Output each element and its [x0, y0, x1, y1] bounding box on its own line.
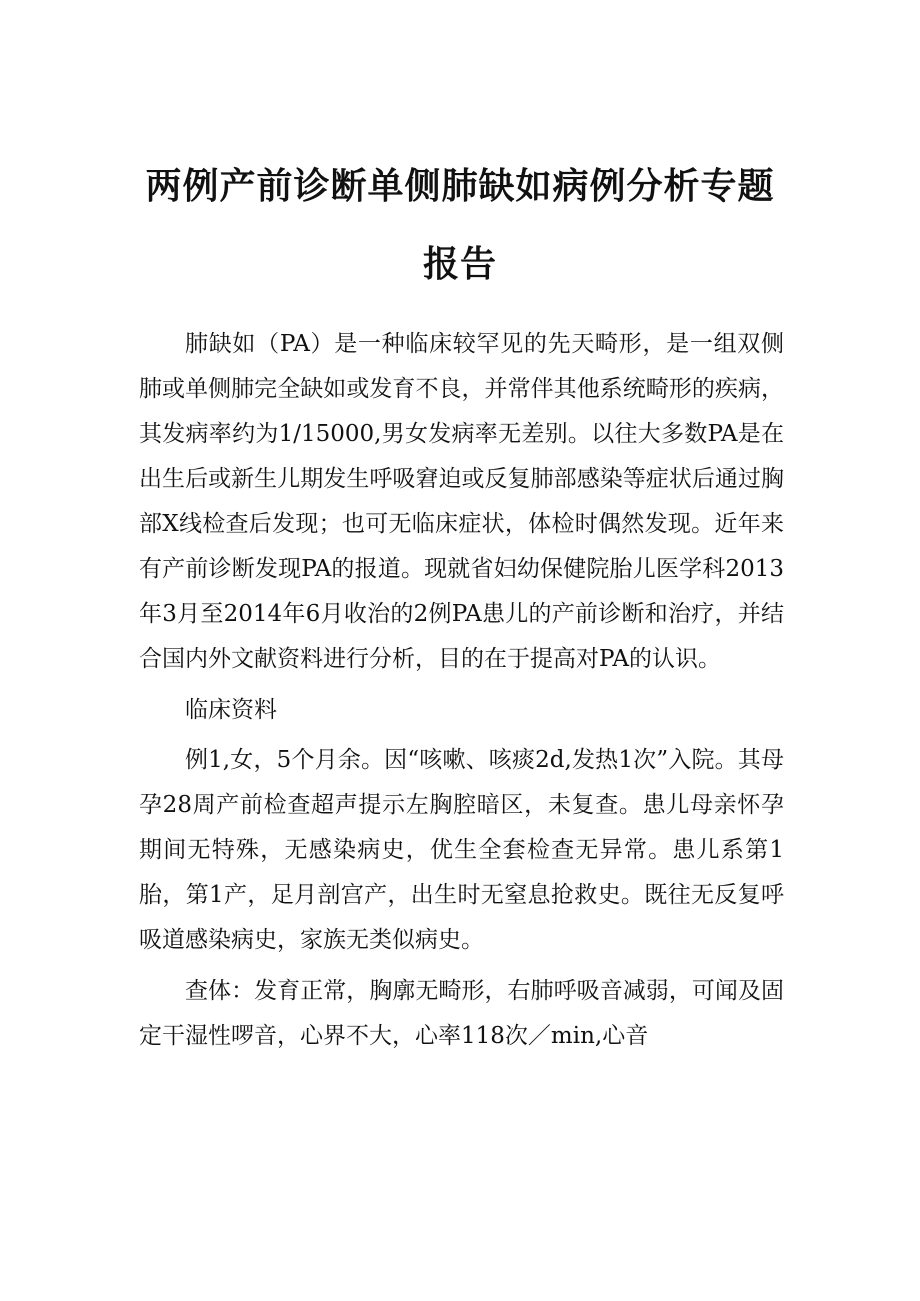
paragraph-case-1: 例1,女，5个月余。因“咳嗽、咳痰2d,发热1次”入院。其母孕28周产前检查超声提示左胸腔暗区，未复查。患儿母亲怀孕期间无特殊，无感染病史，优生全套检查无异常。患儿系第1胎，第1产，足月剖宫产，出生时无窒息抢救史。既往无反复呼吸道感染病史，家族无类似病史。: [139, 747, 784, 953]
paragraph-physical-exam: 查体：发育正常，胸廓无畸形，右肺呼吸音减弱，可闻及固定干湿性啰音，心界不大，心率118次／min,心音: [139, 978, 784, 1049]
paragraph-intro: 肺缺如（PA）是一种临床较罕见的先天畸形，是一组双侧肺或单侧肺完全缺如或发育不良，并常伴其他系统畸形的疾病，其发病率约为1/15000,男女发病率无差别。以往大多数PA是在出生后或新生儿期发生呼吸窘迫或反复肺部感染等症状后通过胸部X线检查后发现；也可无临床症状，体检时偶然发现。近年来有产前诊断发现PA的报道。现就省妇幼保健院胎儿医学科2013年3月至2014年6月收治的2例PA患儿的产前诊断和治疗，并结合国内外文献资料进行分析，目的在于提高对PA的认识。: [139, 331, 784, 672]
document-title-line-2: 报告: [422, 244, 497, 285]
document-title-line-1: 两例产前诊断单侧肺缺如病例分析专题: [145, 166, 775, 207]
section-heading-clinical-data: 临床资料: [185, 697, 277, 723]
document-body: [139, 322, 784, 1065]
